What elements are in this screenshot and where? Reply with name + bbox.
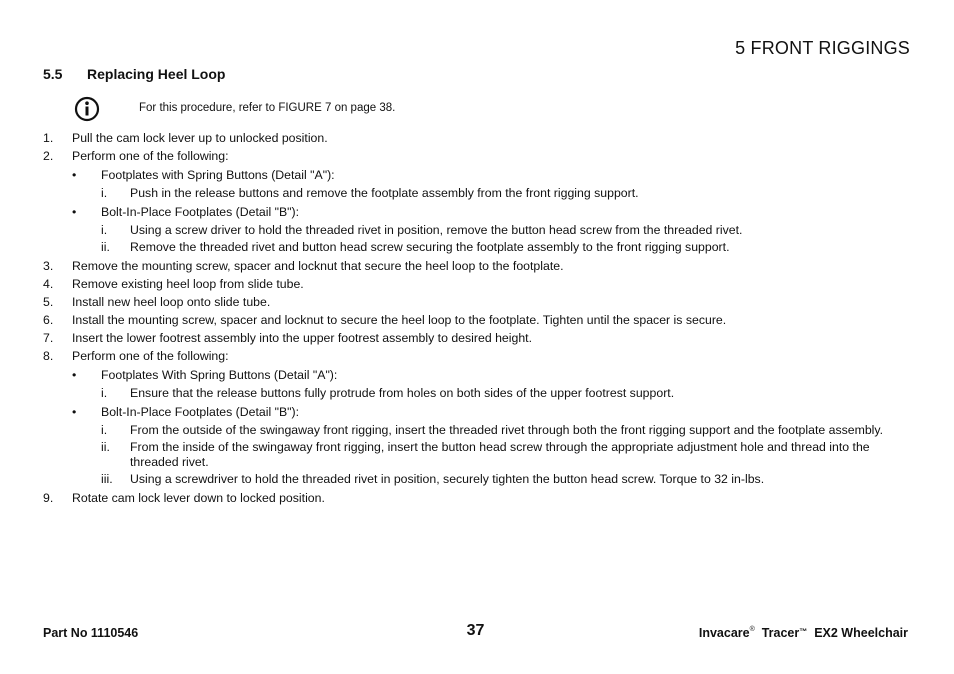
substep-marker: i. <box>101 186 108 200</box>
step-marker: 6. <box>43 313 54 327</box>
trademark-mark: ™ <box>799 627 808 636</box>
chapter-heading: 5 FRONT RIGGINGS <box>735 38 910 58</box>
substep-text: From the inside of the swingaway front rigging, insert the button head screw through the appropriate adjustment hole and thread into the threaded rivet. <box>130 440 870 469</box>
step-8-b-iii <box>43 472 915 487</box>
step-2-a-i <box>43 186 915 201</box>
step-4 <box>43 275 915 293</box>
brand-name: Invacare <box>698 626 750 640</box>
step-1 <box>43 129 915 147</box>
bullet-marker: • <box>72 205 77 219</box>
step-8-option-b <box>43 403 915 421</box>
substep-text: Push in the release buttons and remove the footplate assembly from the front rigging support. <box>130 186 639 200</box>
part-number: Part No 1110546 <box>43 626 139 640</box>
step-marker: 9. <box>43 491 54 505</box>
substep-marker: ii. <box>101 440 110 454</box>
substep-marker: i. <box>101 386 108 400</box>
bullet-marker: • <box>72 168 77 182</box>
substep-marker: i. <box>101 423 108 437</box>
option-text: Footplates With Spring Buttons (Detail "A"): <box>101 368 338 382</box>
procedure-steps <box>43 129 915 507</box>
step-marker: 7. <box>43 331 54 345</box>
step-text: Perform one of the following: <box>72 349 229 363</box>
step-8-option-a <box>43 366 915 384</box>
step-marker: 8. <box>43 349 54 363</box>
step-2 <box>43 147 915 165</box>
substep-text: Remove the threaded rivet and button head screw securing the footplate assembly to the front rigging support. <box>130 240 730 254</box>
step-marker: 3. <box>43 259 54 273</box>
option-text: Bolt-In-Place Footplates (Detail "B"): <box>101 405 300 419</box>
page-number: 37 <box>466 622 485 639</box>
step-8-a-i <box>43 386 915 401</box>
step-marker: 4. <box>43 277 54 291</box>
step-text: Pull the cam lock lever up to unlocked position. <box>72 131 328 145</box>
step-text: Remove the mounting screw, spacer and locknut that secure the heel loop to the footplate. <box>72 259 564 273</box>
step-2-option-a <box>43 166 915 184</box>
step-text: Install new heel loop onto slide tube. <box>72 295 271 309</box>
product-name <box>699 626 908 640</box>
step-marker: 1. <box>43 131 54 145</box>
substep-text: From the outside of the swingaway front rigging, insert the threaded rivet through both the front rigging support and the footplate assembly. <box>130 423 884 437</box>
step-6 <box>43 311 915 329</box>
product-label: EX2 Wheelchair <box>814 626 908 640</box>
step-3 <box>43 257 915 275</box>
bullet-marker: • <box>72 405 77 419</box>
step-text: Remove existing heel loop from slide tube. <box>72 277 304 291</box>
section-heading <box>43 66 225 82</box>
step-text: Insert the lower footrest assembly into the upper footrest assembly to desired height. <box>72 331 533 345</box>
step-8-b-i <box>43 423 915 438</box>
step-marker: 5. <box>43 295 54 309</box>
step-marker: 2. <box>43 149 54 163</box>
step-8-b-ii <box>43 440 915 470</box>
step-8 <box>43 347 915 365</box>
option-text: Footplates with Spring Buttons (Detail "A"): <box>101 168 335 182</box>
registered-mark: ® <box>749 626 755 633</box>
info-icon <box>74 96 100 122</box>
step-text: Perform one of the following: <box>72 149 229 163</box>
substep-text: Using a screwdriver to hold the threaded rivet in position, securely tighten the button head screw. Torque to 32 in-lbs. <box>130 472 765 486</box>
substep-text: Using a screw driver to hold the threaded rivet in position, remove the button head screw from the threaded rivet. <box>130 223 743 237</box>
substep-text: Ensure that the release buttons fully protrude from holes on both sides of the upper footrest support. <box>130 386 675 400</box>
step-5 <box>43 293 915 311</box>
note-text: For this procedure, refer to FIGURE 7 on page 38. <box>139 102 396 114</box>
page-footer <box>43 622 908 642</box>
substep-marker: i. <box>101 223 108 237</box>
step-2-b-ii <box>43 240 915 255</box>
step-2-b-i <box>43 223 915 238</box>
substep-marker: ii. <box>101 240 110 254</box>
model-name: Tracer <box>761 626 800 640</box>
step-7 <box>43 329 915 347</box>
step-2-option-b <box>43 203 915 221</box>
option-text: Bolt-In-Place Footplates (Detail "B"): <box>101 205 300 219</box>
substep-marker: iii. <box>101 472 113 486</box>
section-number: 5.5 <box>43 66 63 82</box>
step-text: Rotate cam lock lever down to locked position. <box>72 491 325 505</box>
bullet-marker: • <box>72 368 77 382</box>
section-title: Replacing Heel Loop <box>87 66 226 82</box>
step-9 <box>43 489 915 507</box>
step-text: Install the mounting screw, spacer and locknut to secure the heel loop to the footplate. Tighten until the spacer is secure. <box>72 313 727 327</box>
